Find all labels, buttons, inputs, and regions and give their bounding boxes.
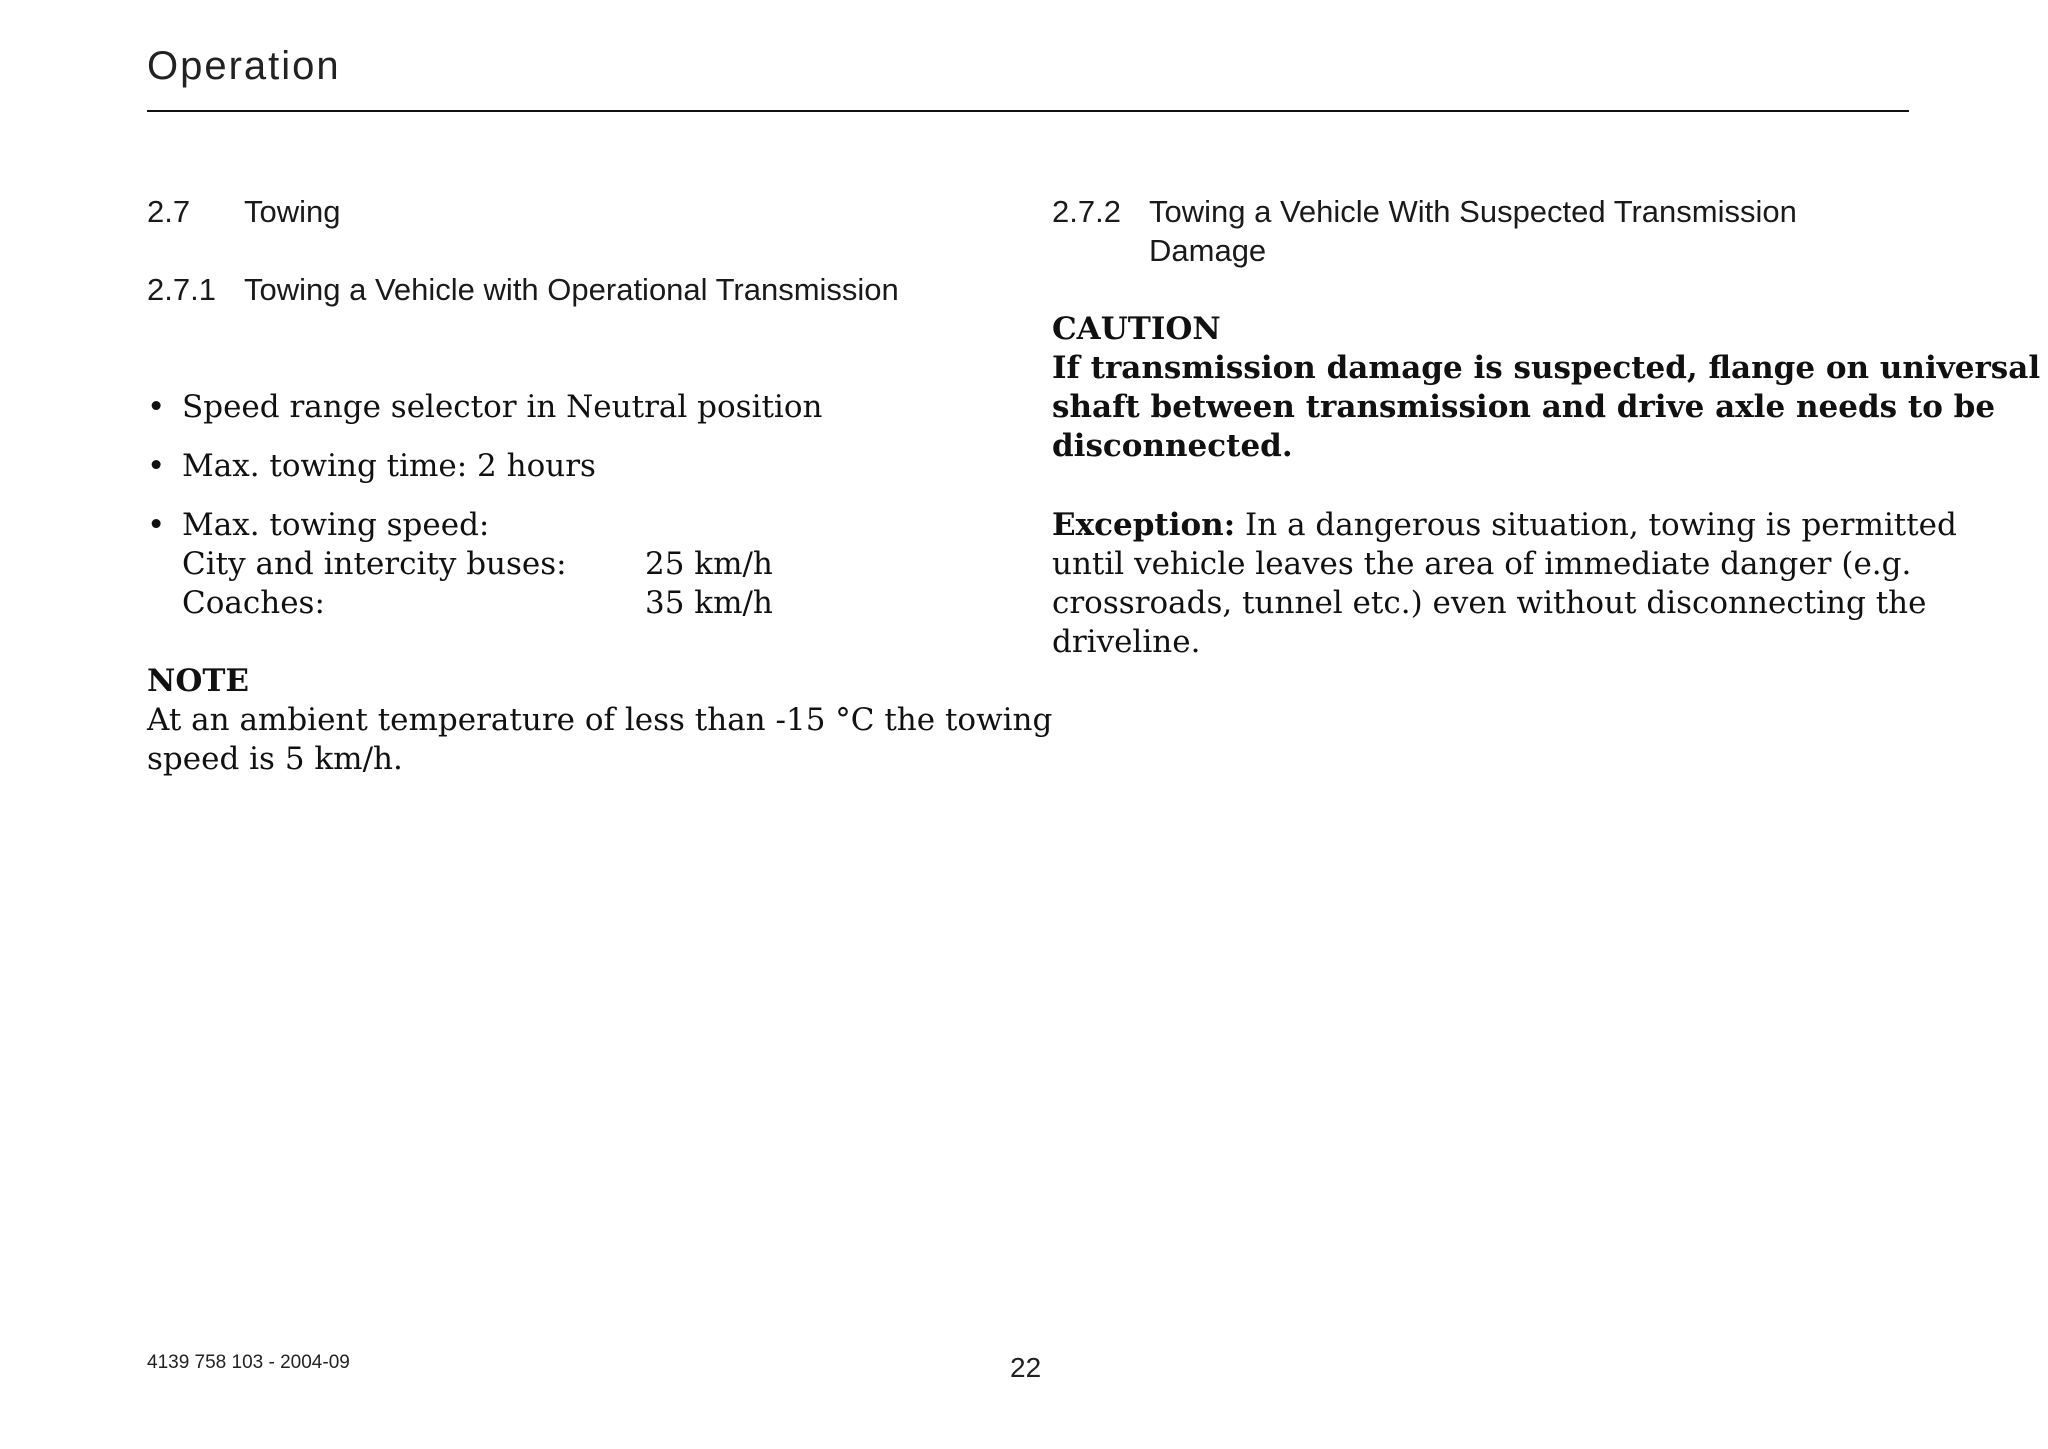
bullet-text: Max. towing speed: (182, 507, 490, 543)
caution-line: disconnected. (1052, 428, 1293, 464)
subsection-title: Towing a Vehicle with Operational Transmission (244, 272, 899, 307)
header-rule (147, 110, 1909, 112)
bullet-text: Max. towing time: 2 hours (182, 448, 596, 484)
exception-label: Exception: (1052, 507, 1236, 543)
caution-block (1052, 310, 2040, 466)
speed-row (182, 545, 782, 584)
exception-line: crossroads, tunnel etc.) even without disconnecting the (1052, 585, 1927, 621)
bullet-icon: • (147, 389, 166, 425)
caution-label: CAUTION (1052, 311, 1221, 347)
bullet-icon: • (147, 448, 166, 484)
bullet-icon: • (147, 507, 166, 543)
note-block (147, 662, 1052, 779)
subsection-number: 2.7.2 (1052, 194, 1121, 229)
subsection-number: 2.7.1 (147, 272, 216, 307)
caution-line: If transmission damage is suspected, flange on universal (1052, 350, 2041, 386)
subsection-title-line: Towing a Vehicle With Suspected Transmission (1149, 194, 1797, 229)
exception-line: until vehicle leaves the area of immediate danger (e.g. (1052, 546, 1912, 582)
speed-row-label: Coaches: (182, 585, 325, 621)
document-id: 4139 758 103 - 2004-09 (147, 1352, 350, 1373)
note-line: speed is 5 km/h. (147, 741, 403, 777)
page-number: 22 (1010, 1352, 1042, 1383)
subsection-title-line: Damage (1149, 233, 1267, 268)
section-title: Towing (244, 194, 341, 229)
running-header: Operation (147, 44, 341, 88)
speed-row (182, 584, 782, 623)
note-label: NOTE (147, 663, 250, 699)
speed-row-label: City and intercity buses: (182, 546, 567, 582)
speed-row-value: 35 km/h (645, 585, 773, 621)
section-number: 2.7 (147, 194, 191, 229)
bullet-text: Speed range selector in Neutral position (182, 389, 823, 425)
note-line: At an ambient temperature of less than -15 °C the towing (147, 702, 1053, 738)
caution-line: shaft between transmission and drive axle needs to be (1052, 389, 1996, 425)
exception-line: driveline. (1052, 624, 1201, 660)
speed-row-value: 25 km/h (645, 546, 773, 582)
exception-block (1052, 506, 1957, 662)
exception-line: Exception: In a dangerous situation, towing is permitted (1052, 507, 1957, 543)
